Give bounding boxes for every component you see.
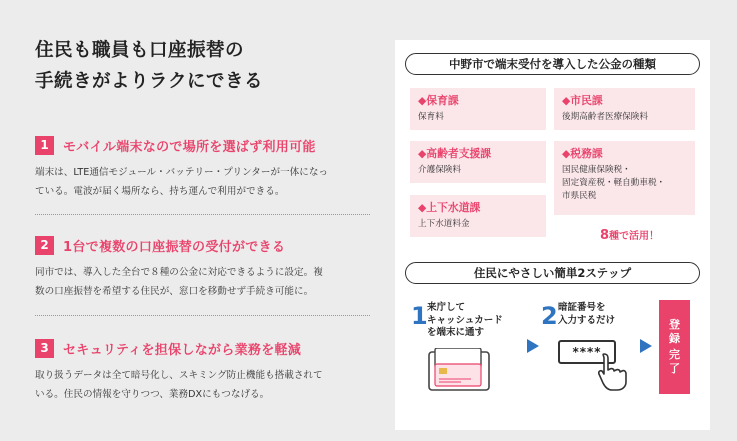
feature-number-badge: 2 (35, 236, 54, 255)
headline-line2: 手続きがよりラクにできる (35, 71, 264, 92)
step-2-line: 暗証番号を (558, 302, 606, 313)
feature-description (35, 366, 375, 404)
feature-title: 1台で複数の口座振替の受付ができる (63, 239, 286, 255)
category-item: 介護保険料 (418, 165, 461, 175)
category-item: 保育料 (418, 112, 444, 122)
category-items (562, 111, 687, 124)
category-box-tax (554, 141, 695, 215)
feature-title-row (35, 233, 375, 257)
feature-description-line: いる。住民の情報を守りつつ、業務DXにもつなげる。 (35, 389, 270, 400)
step-1-line: 来庁して (427, 302, 466, 313)
category-title: ◆上下水道課 (418, 201, 481, 214)
category-item: 上下水道料金 (418, 219, 470, 229)
category-title: ◆保育課 (418, 94, 459, 107)
category-items (418, 111, 538, 124)
feature-section-2 (35, 233, 375, 301)
feature-description-line: 同市では、導入した全台で８種の公金に対応できるように設定。複 (35, 267, 323, 278)
step-1-line: キャッシュカード (427, 314, 503, 326)
category-items (418, 218, 538, 231)
category-box-citizens (554, 88, 695, 130)
feature-description-line: 取り扱うデータは全て暗号化し、スキミング防止機能も搭載されて (35, 370, 323, 381)
step-1-text (427, 302, 503, 340)
total-count (600, 224, 659, 243)
category-item: 固定資産税・軽自動車税・ (562, 178, 666, 188)
category-items (418, 164, 538, 177)
pin-display: **** (572, 345, 602, 359)
section-divider (35, 214, 370, 215)
panel-title-public-funds: 中野市で端末受付を導入した公金の種類 (405, 53, 700, 75)
total-count-label: 種で活用！ (609, 231, 660, 242)
total-count-number: 8 (600, 228, 610, 243)
section-divider (35, 315, 370, 316)
headline-line1: 住民も職員も口座振替の (35, 40, 245, 61)
card-terminal-icon (427, 348, 493, 394)
feature-section-3 (35, 336, 375, 404)
step-1-number: 1 (411, 302, 428, 330)
feature-section-1 (35, 133, 375, 201)
feature-title-row (35, 133, 375, 157)
category-title: ◆税務課 (562, 147, 603, 160)
done-char: 了 (669, 362, 680, 375)
category-title: ◆市民課 (562, 94, 603, 107)
category-box-childcare (410, 88, 546, 130)
feature-title: セキュリティを担保しながら業務を軽減 (63, 342, 302, 358)
feature-description-line: ている。電波が届く場所なら、持ち運んで利用ができる。 (35, 186, 285, 197)
step-2-number: 2 (541, 302, 558, 330)
category-item: 後期高齢者医療保険料 (562, 112, 648, 122)
done-char: 登 (669, 318, 680, 331)
done-char: 完 (669, 348, 680, 361)
feature-description-line: 数の口座振替を希望する住民が、窓口を移動せず手続き可能に。 (35, 286, 314, 297)
arrow-right-icon (527, 339, 539, 353)
step-1-line: を端末に通す (427, 327, 485, 338)
feature-title-row (35, 336, 375, 360)
info-panel (395, 40, 710, 430)
feature-number-badge: 1 (35, 136, 54, 155)
category-box-elderly-support (410, 141, 546, 183)
feature-description (35, 263, 375, 301)
step-2-line: 入力するだけ (558, 314, 616, 326)
feature-title: モバイル端末なので場所を選ばず利用可能 (63, 139, 316, 155)
headline (35, 35, 365, 97)
arrow-right-icon (640, 339, 652, 353)
feature-number-badge: 3 (35, 339, 54, 358)
category-box-water (410, 195, 546, 237)
category-item: 市県民税 (562, 191, 597, 201)
step-2-text (558, 302, 615, 327)
pointing-hand-icon (598, 352, 632, 392)
category-item: 国民健康保険税・ (562, 165, 631, 175)
done-char: 録 (669, 332, 680, 345)
category-title: ◆高齢者支援課 (418, 147, 492, 160)
panel-title-steps: 住民にやさしい簡単2ステップ (405, 262, 700, 284)
registration-complete-badge (659, 300, 690, 394)
feature-description-line: 端末は、LTE通信モジュール・バッテリー・プリンターが一体になっ (35, 167, 329, 178)
category-items (562, 164, 687, 203)
feature-description (35, 163, 375, 201)
